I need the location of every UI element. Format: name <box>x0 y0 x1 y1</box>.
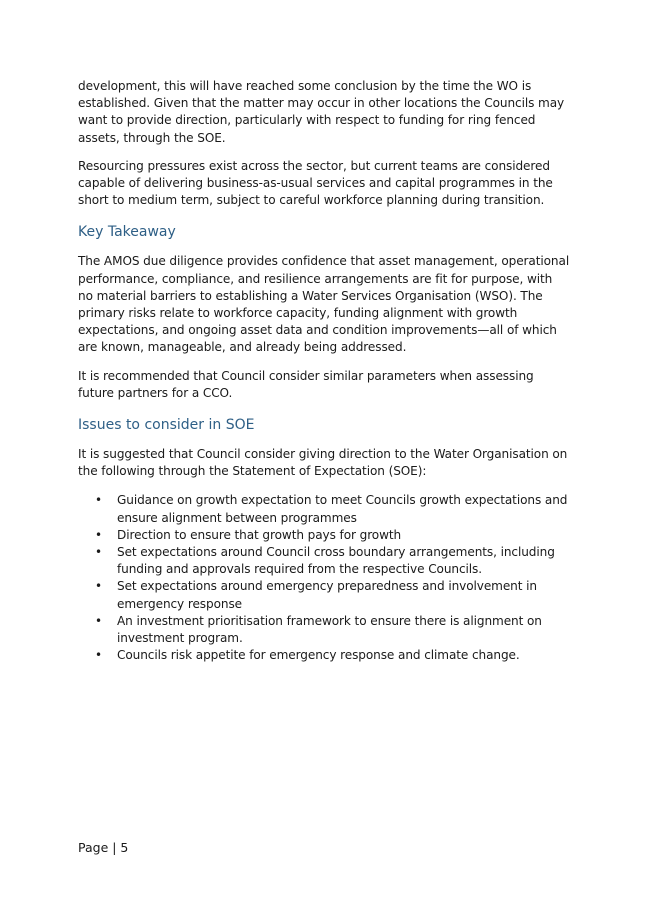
list-item-text: Set expectations around emergency preparedness and involvement in emergency response <box>117 579 537 611</box>
list-item <box>78 544 570 578</box>
paragraph-recommendation: It is recommended that Council consider similar parameters when assessing future partners for a CCO. <box>78 368 534 400</box>
list-item <box>78 578 570 612</box>
paragraph-resourcing: Resourcing pressures exist across the sector, but current teams are considered capable of delivering business-as-usual services and capital programmes in the short to medium term, subject to careful workforce planning during transition. <box>78 158 553 208</box>
list-item-text: Direction to ensure that growth pays for growth <box>117 527 402 542</box>
soe-issues-list <box>78 492 570 664</box>
bullet-icon: • <box>95 527 102 542</box>
paragraph-soe-intro: It is suggested that Council consider giving direction to the Water Organisation on the following through the Statement of Expectation (SOE): <box>78 447 568 479</box>
bullet-icon: • <box>95 613 102 628</box>
list-item-text: Set expectations around Council cross boundary arrangements, including funding and approvals required from the respective Councils. <box>117 545 555 577</box>
bullet-icon: • <box>95 545 102 560</box>
bullet-icon: • <box>95 493 102 508</box>
bullet-icon: • <box>95 579 102 594</box>
bullet-icon: • <box>95 648 102 663</box>
list-item-text: Guidance on growth expectation to meet Councils growth expectations and ensure alignment between programmes <box>117 493 568 525</box>
page-number: Page | 5 <box>78 840 129 855</box>
paragraph-amos-due-diligence: The AMOS due diligence provides confidence that asset management, operational performance, compliance, and resilience arrangements are fit for purpose, with no material barriers to establishing a Water Services Organisation (WSO). The primary risks relate to workforce capacity, funding alignment with growth expectations, and ongoing asset data and condition improvements—all of which are known, manageable, and already being addressed. <box>78 254 570 355</box>
list-item-text: An investment prioritisation framework to ensure there is alignment on investment program. <box>117 613 542 646</box>
list-item <box>78 492 570 526</box>
list-item <box>78 613 570 647</box>
heading-key-takeaway: Key Takeaway <box>78 224 176 241</box>
page-content <box>78 78 570 664</box>
list-item <box>78 647 570 664</box>
list-item-text: Councils risk appetite for emergency response and climate change. <box>117 648 520 663</box>
paragraph-development: development, this will have reached some conclusion by the time the WO is established. Given that the matter may occur in other locations the Councils may want to provide direction, particularly with respect to funding for ring fenced assets, through the SOE. <box>78 79 565 145</box>
heading-issues-soe: Issues to consider in SOE <box>78 417 255 434</box>
list-item <box>78 527 570 544</box>
